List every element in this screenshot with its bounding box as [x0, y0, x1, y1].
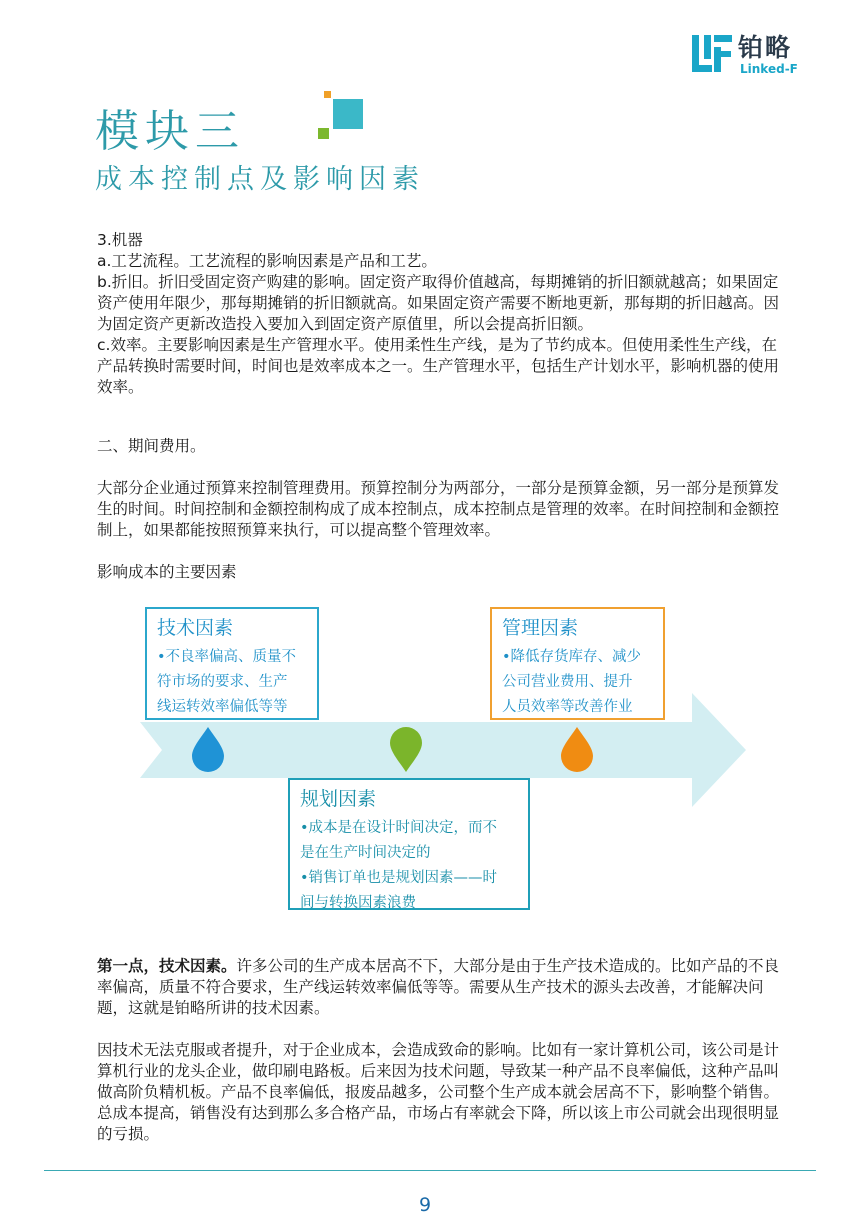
management-factor-line: 人员效率等改善作业: [502, 699, 633, 715]
orange-drop-marker: [559, 725, 595, 773]
machine-section: [97, 230, 787, 398]
machine-process-paragraph: a.工艺流程。工艺流程的影响因素是产品和工艺。: [97, 252, 437, 270]
period-expense-heading: 二、期间费用。: [97, 437, 206, 455]
blue-drop-marker: [190, 725, 226, 773]
cost-factors-diagram: [140, 605, 750, 910]
brand-logo: [692, 33, 812, 75]
logo-name: 铂略: [738, 33, 793, 62]
planning-factor-line: 是在生产时间决定的: [300, 845, 431, 861]
module-title: 模块三: [95, 106, 245, 157]
management-factor-line: •降低存货库存、减少: [502, 649, 642, 665]
logo-english: Linked-F: [740, 62, 798, 76]
decor-square-teal: [333, 99, 363, 129]
planning-factor-line: 间与转换因素浪费: [300, 895, 416, 911]
tech-factor-bold-lead: 第一点，技术因素。: [97, 957, 237, 975]
management-factor-title: 管理因素: [502, 617, 579, 639]
tech-example-paragraph: 因技术无法克服或者提升，对于企业成本，会造成致命的影响。比如有一家计算机公司，该公司是计算机行业的龙头企业，做印刷电路板。后来因为技术问题，导致某一种产品不良率偏低，这种产品叫做高阶负精机板。产品不良率偏低，报废品越多，公司整个生产成本就会居高不下，影响整个销售。总成本提高，销售没有达到那么多合格产品，市场占有率就会下降，所以该上市公司就会出现很明显的亏损。: [97, 1041, 780, 1143]
factors-heading: 影响成本的主要因素: [97, 563, 237, 581]
machine-heading: 3.机器: [97, 231, 143, 249]
planning-factor-card: [288, 778, 530, 910]
planning-factor-title: 规划因素: [300, 788, 377, 810]
period-expense-paragraph: 大部分企业通过预算来控制管理费用。预算控制分为两部分，一部分是预算金额，另一部分是预算发生的时间。时间控制和金额控制构成了成本控制点，成本控制点是管理的效率。在时间控制和金额控制上，如果都能按照预算来执行，可以提高整个管理效率。: [97, 479, 780, 539]
tech-factor-text: 许多公司的生产成本居高不下，大部分是由于生产技术造成的。比如产品的不良率偏高，质量不符合要求，生产线运转效率偏低等等。需要从生产技术的源头去改善，才能解决问题，这就是铂略所讲的技术因素。: [97, 957, 780, 1017]
tech-factor-paragraph: [97, 956, 787, 1019]
page-number: 9: [418, 1194, 432, 1216]
planning-factor-line: •成本是在设计时间决定，而不: [300, 820, 498, 836]
management-factor-card: [490, 607, 665, 720]
module-subtitle: 成本控制点及影响因素: [95, 164, 425, 195]
tech-factor-line: 线运转效率偏低等等: [157, 699, 288, 715]
footer-divider: [44, 1170, 816, 1171]
tech-factor-card: [145, 607, 319, 720]
management-factor-line: 公司营业费用、提升: [502, 674, 633, 690]
decor-square-green: [318, 128, 329, 139]
linked-f-logo-icon: [692, 33, 732, 73]
machine-depreciation-paragraph: b.折旧。折旧受固定资产购建的影响。固定资产取得价值越高，每期摊销的折旧额就越高；如果固定资产使用年限少，那每期摊销的折旧额就高。如果固定资产需要不断地更新，那每期的折旧越高。因为固定资产更新改造投入要加入到固定资产原值里，所以会提高折旧额。: [97, 273, 780, 333]
decor-square-orange: [324, 91, 331, 98]
tech-factor-title: 技术因素: [157, 617, 234, 639]
tech-factor-line: •不良率偏高、质量不: [157, 649, 297, 665]
machine-efficiency-paragraph: c.效率。主要影响因素是生产管理水平。使用柔性生产线，是为了节约成本。但使用柔性生产线，在产品转换时需要时间，时间也是效率成本之一。生产管理水平，包括生产计划水平，影响机器的使用效率。: [97, 336, 780, 396]
tech-factor-line: 符市场的要求、生产: [157, 674, 288, 690]
planning-factor-line: •销售订单也是规划因素——时: [300, 870, 498, 886]
green-drop-marker: [388, 726, 424, 774]
